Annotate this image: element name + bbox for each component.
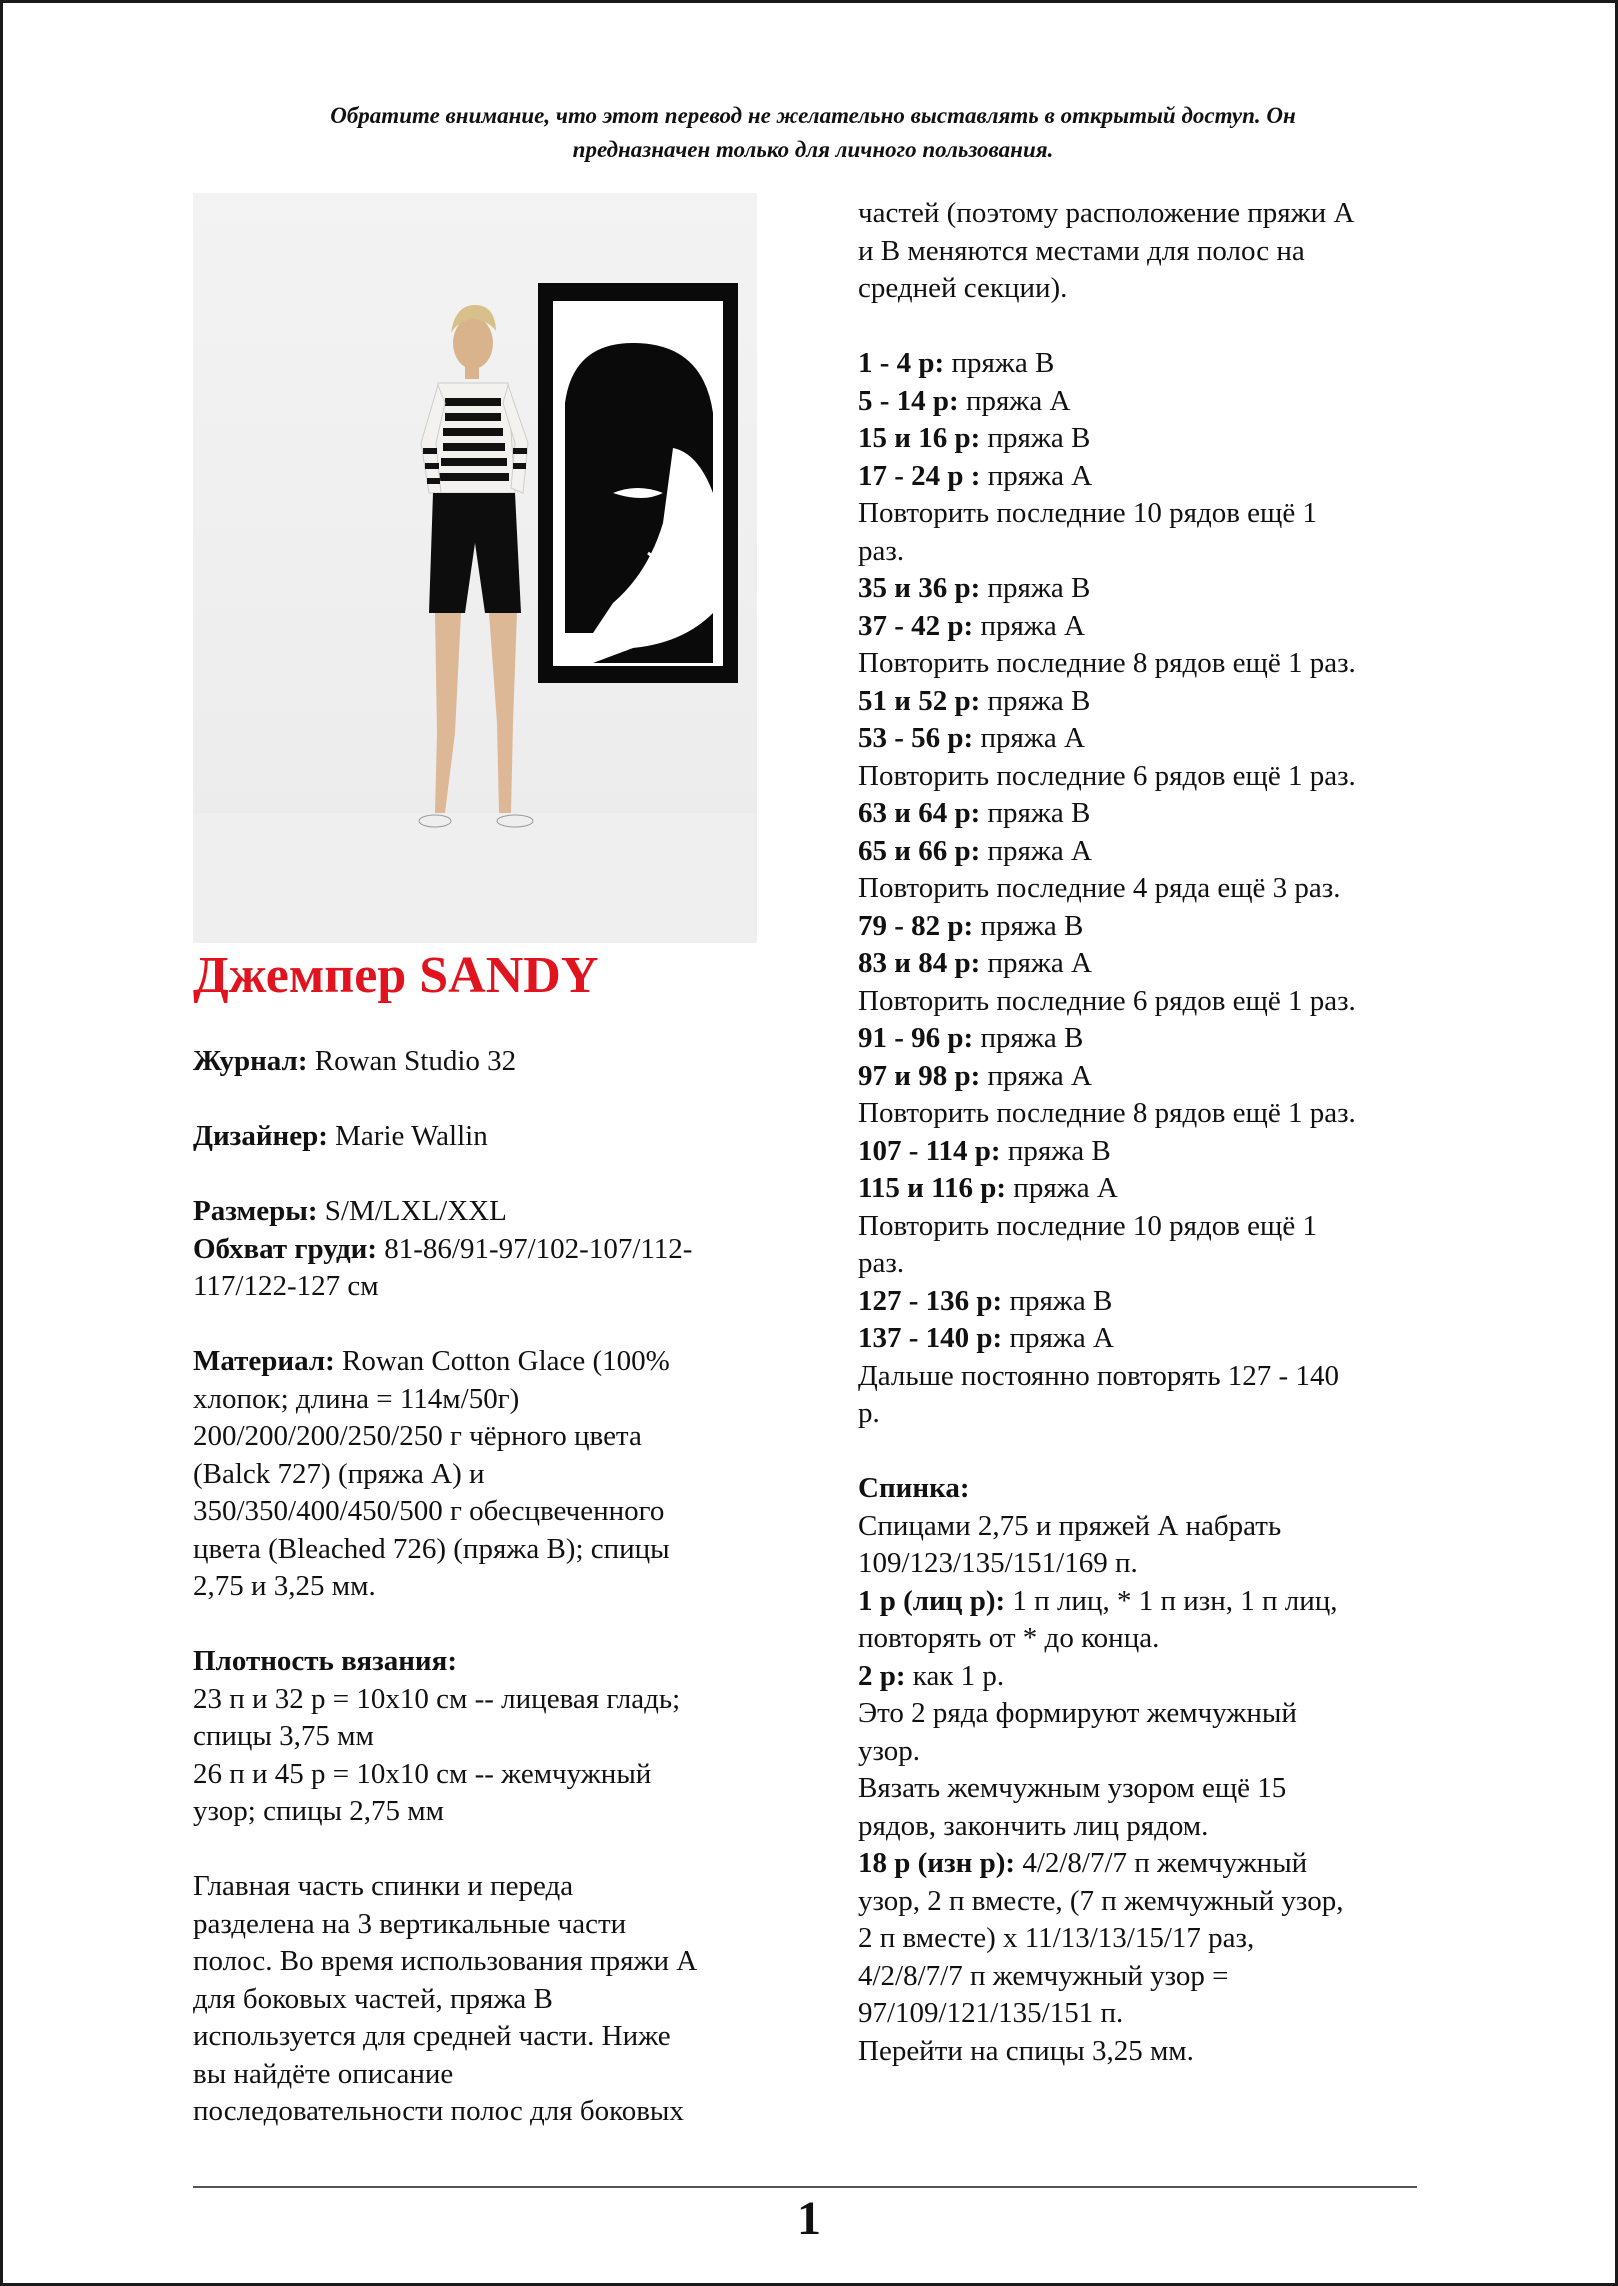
stripe-row-label: 17 - 24 р : xyxy=(858,459,981,492)
material-line-1: хлопок; длина = 114м/50г) xyxy=(193,1382,520,1415)
stripe-line xyxy=(858,1358,1438,1396)
back-text: Вязать жемчужным узором ещё 15 xyxy=(858,1772,1287,1804)
intro-cont-line-1: и В меняются местами для полос на xyxy=(858,234,1305,267)
stripe-text: р. xyxy=(858,1397,880,1429)
stripe-line xyxy=(858,1020,1438,1058)
stripe-line xyxy=(858,458,1438,496)
back-text: Перейти на спицы 3,25 мм. xyxy=(858,2034,1194,2067)
stripe-sequence xyxy=(858,345,1438,1433)
stripe-text: Повторить последние 10 рядов ещё 1 xyxy=(858,1209,1317,1242)
gauge-line-3: узор; спицы 2,75 мм xyxy=(193,1795,444,1827)
gauge-line-1: спицы 3,75 мм xyxy=(193,1720,374,1752)
chest-value-1: 81-86/91-97/102-107/112- xyxy=(376,1232,693,1265)
stripe-text: пряжа В xyxy=(980,422,1091,454)
stripe-text: пряжа А xyxy=(973,722,1085,754)
back-label: Спинка: xyxy=(858,1472,970,1504)
stripe-line xyxy=(858,1245,1438,1283)
stripe-text: раз. xyxy=(858,534,905,567)
sizes-value: S/M/LXL/XXL xyxy=(317,1195,507,1227)
stripe-text: Дальше постоянно повторять 127 - 140 xyxy=(858,1359,1339,1392)
back-line xyxy=(858,1620,1438,1658)
stripe-line xyxy=(858,533,1438,571)
back-line xyxy=(858,1808,1438,1846)
stripe-line xyxy=(858,758,1438,796)
journal-line xyxy=(193,1043,773,1081)
stripe-text: пряжа В xyxy=(1002,1284,1113,1317)
stripe-line xyxy=(858,1208,1438,1246)
stripe-line xyxy=(858,1283,1438,1321)
notice-line-2: предназначен только для личного пользования. xyxy=(572,137,1054,162)
stripe-row-label: 51 и 52 р: xyxy=(858,684,981,717)
stripe-text: пряжа А xyxy=(958,384,1071,417)
stripe-text: раз. xyxy=(858,1247,905,1279)
page-number: 1 xyxy=(797,2192,821,2245)
stripe-row-label: 63 и 64 р: xyxy=(858,797,981,829)
back-text: Спицами 2,75 и пряжей А набрать xyxy=(858,1509,1282,1542)
stripe-line xyxy=(858,1095,1438,1133)
intro-line-2: полос. Во время использования пряжи А xyxy=(193,1945,698,1977)
material-value-0: Rowan Cotton Glace (100% xyxy=(334,1345,670,1377)
stripe-line xyxy=(858,983,1438,1021)
chest-line xyxy=(193,1231,773,1269)
footer-divider xyxy=(193,2186,1417,2188)
stripe-text: пряжа В xyxy=(973,1022,1084,1054)
intro-line-4: используется для средней части. Ниже xyxy=(193,2020,671,2052)
stripe-line xyxy=(858,795,1438,833)
stripe-text: пряжа В xyxy=(973,909,1084,942)
pattern-title: Джемпер SANDY xyxy=(193,947,599,1004)
stripe-line xyxy=(858,1133,1438,1171)
material-line-6: 2,75 и 3,25 мм. xyxy=(193,1570,376,1602)
intro-cont-line-2: средней секции). xyxy=(858,272,1068,304)
stripe-text: Повторить последние 6 рядов ещё 1 раз. xyxy=(858,984,1356,1017)
stripe-text: Повторить последние 4 ряда ещё 3 раз. xyxy=(858,872,1341,904)
back-text: 109/123/135/151/169 п. xyxy=(858,1547,1138,1579)
stripe-text: Повторить последние 8 рядов ещё 1 раз. xyxy=(858,647,1356,679)
stripe-row-label: 79 - 82 р: xyxy=(858,909,974,942)
back-text: повторять от * до конца. xyxy=(858,1622,1160,1654)
stripe-row-label: 37 - 42 р: xyxy=(858,609,974,642)
back-line xyxy=(858,1995,1438,2033)
intro-cont-line-0: частей (поэтому расположение пряжи А xyxy=(858,197,1355,229)
stripe-text: Повторить последние 10 рядов ещё 1 xyxy=(858,497,1317,529)
material-line-4: 350/350/400/450/500 г обесцвеченного xyxy=(193,1495,665,1527)
stripe-text: пряжа А xyxy=(980,1059,1092,1092)
stripe-text: пряжа А xyxy=(1006,1172,1118,1204)
stripe-text: пряжа А xyxy=(1002,1322,1114,1354)
gauge-line-0: 23 п и 32 р = 10х10 см -- лицевая гладь; xyxy=(193,1682,681,1715)
stripe-text: Повторить последние 6 рядов ещё 1 раз. xyxy=(858,759,1356,792)
stripe-line xyxy=(858,420,1438,458)
stripe-text: пряжа А xyxy=(980,947,1092,979)
stripe-text: пряжа А xyxy=(980,459,1093,492)
back-text: Это 2 ряда формируют жемчужный xyxy=(858,1697,1297,1729)
material-label: Материал: xyxy=(193,1345,335,1377)
gauge-line-2: 26 п и 45 р = 10х10 см -- жемчужный xyxy=(193,1757,652,1790)
stripe-line xyxy=(858,1320,1438,1358)
journal-label: Журнал: xyxy=(193,1045,308,1077)
material-line-3: (Balck 727) (пряжа А) и xyxy=(193,1457,485,1490)
material-line-2: 200/200/200/250/250 г чёрного цвета xyxy=(193,1420,642,1452)
back-line xyxy=(858,1770,1438,1808)
back-line xyxy=(858,1583,1438,1621)
journal-value: Rowan Studio 32 xyxy=(307,1045,517,1077)
back-text: 97/109/121/135/151 п. xyxy=(858,1997,1124,2029)
left-column xyxy=(193,1043,773,2131)
back-row-label: 2 р: xyxy=(858,1659,906,1692)
stripe-row-label: 53 - 56 р: xyxy=(858,722,974,754)
back-row-label: 1 р (лиц р): xyxy=(858,1584,1006,1617)
stripe-line xyxy=(858,908,1438,946)
back-line xyxy=(858,1883,1438,1921)
stripe-line xyxy=(858,683,1438,721)
right-column xyxy=(858,195,1438,2070)
stripe-row-label: 1 - 4 р: xyxy=(858,347,945,379)
stripe-text: пряжа В xyxy=(980,684,1091,717)
back-line xyxy=(858,1733,1438,1771)
designer-value: Marie Wallin xyxy=(327,1120,488,1152)
back-text: 1 п лиц, * 1 п изн, 1 п лиц, xyxy=(1005,1584,1338,1617)
copyright-notice xyxy=(193,99,1433,167)
back-text: узор, 2 п вместе, (7 п жемчужный узор, xyxy=(858,1884,1344,1917)
stripe-row-label: 35 и 36 р: xyxy=(858,572,981,604)
stripe-line xyxy=(858,720,1438,758)
intro-line-3: для боковых частей, пряжа В xyxy=(193,1982,553,2015)
back-line xyxy=(858,1920,1438,1958)
stripe-row-label: 137 - 140 р: xyxy=(858,1322,1003,1354)
back-heading xyxy=(858,1470,1438,1508)
stripe-text: пряжа В xyxy=(980,797,1091,829)
intro-line-5: вы найдёте описание xyxy=(193,2057,454,2090)
stripe-line xyxy=(858,945,1438,983)
back-text: 4/2/8/7/7 п жемчужный узор = xyxy=(858,1959,1229,1992)
stripe-row-label: 91 - 96 р: xyxy=(858,1022,974,1054)
stripe-text: пряжа А xyxy=(973,609,1085,642)
stripe-row-label: 127 - 136 р: xyxy=(858,1284,1003,1317)
stripe-row-label: 5 - 14 р: xyxy=(858,384,959,417)
back-row-label: 18 р (изн р): xyxy=(858,1847,1016,1879)
material-line xyxy=(193,1343,773,1381)
back-text: 2 п вместе) х 11/13/13/15/17 раз, xyxy=(858,1922,1255,1954)
stripe-line xyxy=(858,1170,1438,1208)
sizes-line xyxy=(193,1193,773,1231)
back-text: как 1 р. xyxy=(905,1659,1005,1692)
stripe-row-label: 83 и 84 р: xyxy=(858,947,981,979)
back-text: рядов, закончить лиц рядом. xyxy=(858,1809,1209,1842)
back-line xyxy=(858,1695,1438,1733)
stripe-line xyxy=(858,1395,1438,1433)
stripe-line xyxy=(858,570,1438,608)
back-text: узор. xyxy=(858,1734,921,1767)
designer-line xyxy=(193,1118,773,1156)
stripe-text: Повторить последние 8 рядов ещё 1 раз. xyxy=(858,1097,1356,1129)
back-line xyxy=(858,1545,1438,1583)
intro-line-1: разделена на 3 вертикальные части xyxy=(193,1907,627,1940)
stripe-text: пряжа А xyxy=(980,834,1092,867)
material-line-5: цвета (Bleached 726) (пряжа В); спицы xyxy=(193,1532,670,1565)
stripe-text: пряжа В xyxy=(1000,1134,1111,1167)
model-photo xyxy=(193,193,757,943)
designer-label: Дизайнер: xyxy=(193,1120,328,1152)
intro-line-6: последовательности полос для боковых xyxy=(193,2095,684,2127)
stripe-row-label: 97 и 98 р: xyxy=(858,1059,981,1092)
back-line xyxy=(858,1958,1438,1996)
gauge-heading xyxy=(193,1643,773,1681)
intro-line-0: Главная часть спинки и переда xyxy=(193,1870,574,1902)
stripe-text: пряжа В xyxy=(944,347,1055,379)
stripe-line xyxy=(858,870,1438,908)
chest-line-2: 117/122-127 см xyxy=(193,1270,379,1302)
stripe-line xyxy=(858,345,1438,383)
stripe-line xyxy=(858,383,1438,421)
stripe-row-label: 115 и 116 р: xyxy=(858,1172,1007,1204)
back-line xyxy=(858,2033,1438,2071)
stripe-row-label: 15 и 16 р: xyxy=(858,422,981,454)
stripe-line xyxy=(858,645,1438,683)
stripe-row-label: 65 и 66 р: xyxy=(858,834,981,867)
stripe-line xyxy=(858,495,1438,533)
gauge-label: Плотность вязания: xyxy=(193,1645,457,1677)
stripe-line xyxy=(858,1058,1438,1096)
back-line xyxy=(858,1508,1438,1546)
back-line xyxy=(858,1845,1438,1883)
chest-label: Обхват груди: xyxy=(193,1232,377,1265)
back-instructions xyxy=(858,1508,1438,2071)
back-line xyxy=(858,1658,1438,1696)
stripe-row-label: 107 - 114 р: xyxy=(858,1134,1001,1167)
stripe-line xyxy=(858,608,1438,646)
stripe-line xyxy=(858,833,1438,871)
back-text: 4/2/8/7/7 п жемчужный xyxy=(1015,1847,1308,1879)
stripe-text: пряжа В xyxy=(980,572,1091,604)
notice-line-1: Обратите внимание, что этот перевод не желательно выставлять в открытый доступ. Он xyxy=(330,103,1296,128)
sizes-label: Размеры: xyxy=(193,1195,318,1227)
